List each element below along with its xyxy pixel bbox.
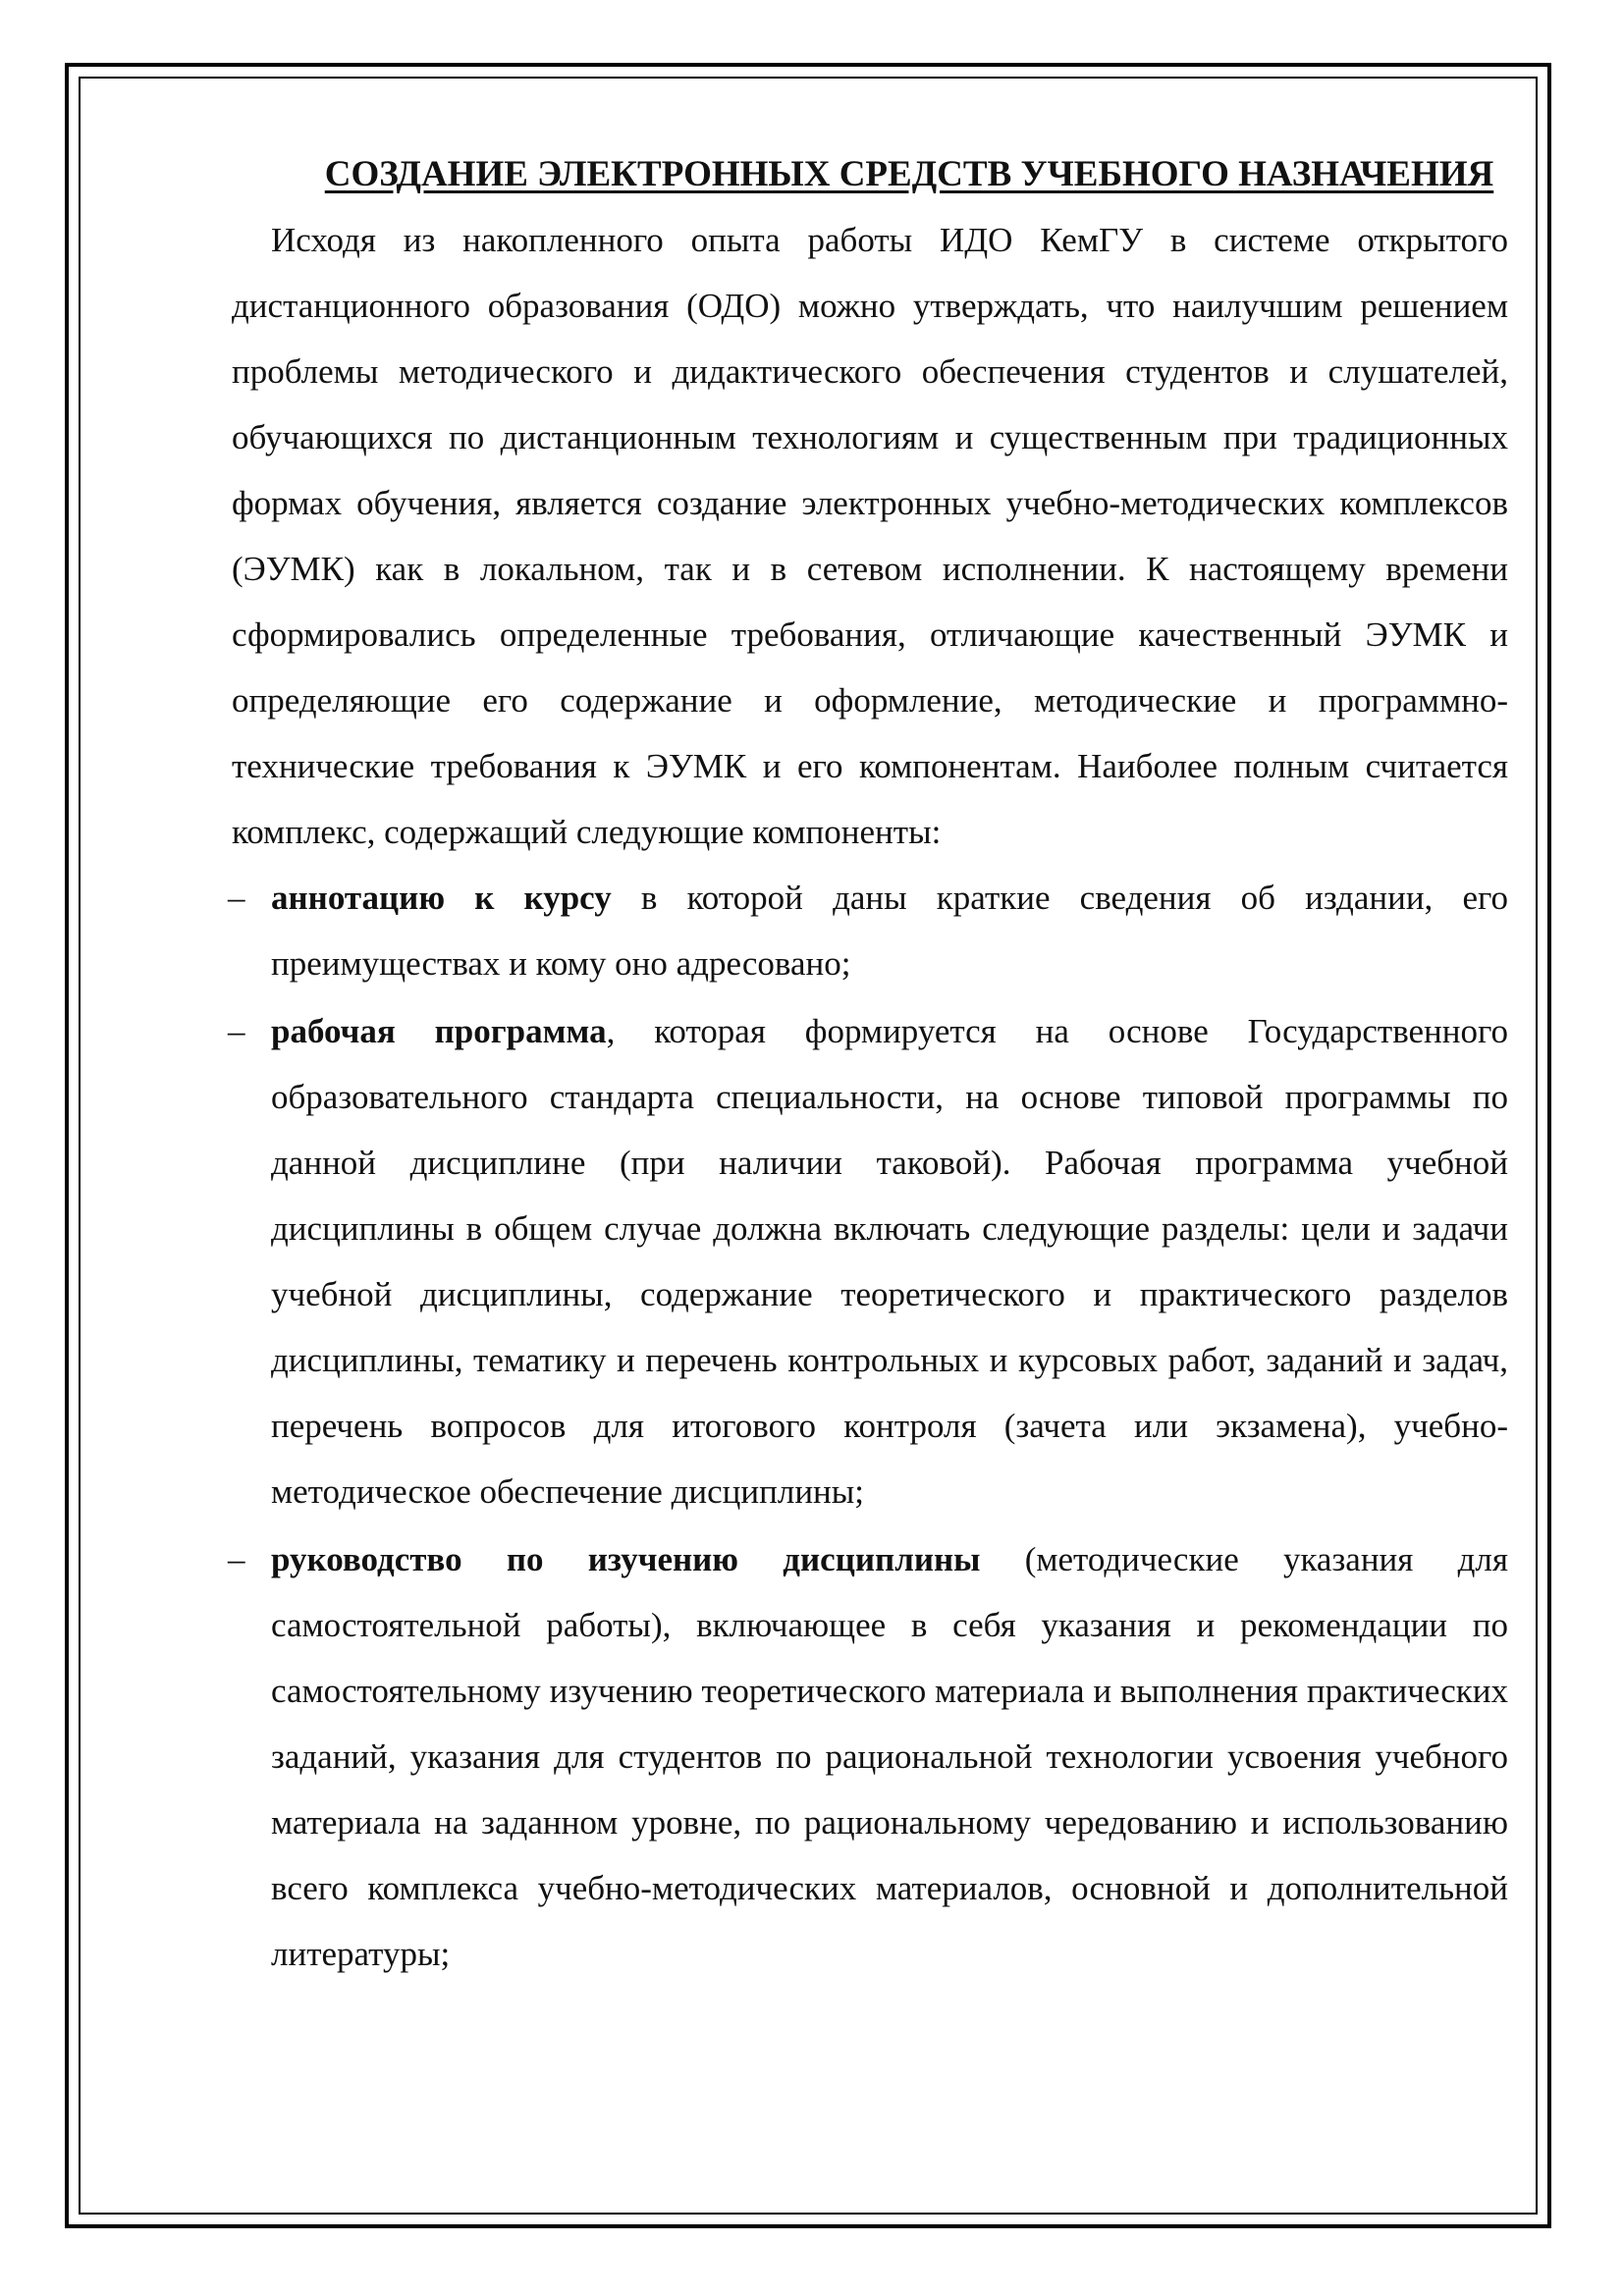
dash-bullet: – (228, 879, 245, 917)
item-term: рабочая программа (271, 1012, 607, 1050)
item-term: аннотацию к курсу (271, 879, 612, 917)
document-body (228, 141, 1508, 1989)
list-item (228, 865, 1508, 996)
components-list (228, 865, 1508, 1987)
list-item (228, 998, 1508, 1524)
item-text: , которая формируется на основе Государственного образовательного стандарта специальности, на основе типовой программы по данной дисциплине (при наличии таковой). Рабочая программа учебной дисциплины в общем случае должна включать следующие разделы: цели и задачи учебной дисциплины, содержание теоретического и практического разделов дисциплины, тематику и перечень контрольных и курсовых работ, заданий и задач, перечень вопросов для итогового контроля (зачета или экзамена), учебно-методическое обеспечение дисциплины; (271, 1012, 1508, 1511)
intro-paragraph: Исходя из накопленного опыта работы ИДО КемГУ в системе открытого дистанционного образования (ОДО) можно утверждать, что наилучшим решением проблемы методического и дидактического обеспечения студентов и слушателей, обучающихся по дистанционным технологиям и существенным при традиционных формах обучения, является создание электронных учебно-методических комплексов (ЭУМК) как в локальном, так и в сетевом исполнении. К настоящему времени сформировались определенные требования, отличающие качественный ЭУМК и определяющие его содержание и оформление, методические и программно-технические требования к ЭУМК и его компонентам. Наиболее полным считается комплекс, содержащий следующие компоненты: (232, 221, 1508, 851)
list-item (228, 1526, 1508, 1987)
item-term: руководство по изучению дисциплины (271, 1540, 981, 1578)
item-text: в которой даны краткие сведения об издании, его преимуществах и кому оно адресовано; (271, 879, 1508, 983)
dash-bullet: – (228, 1012, 245, 1050)
document-title: СОЗДАНИЕ ЭЛЕКТРОННЫХ СРЕДСТВ УЧЕБНОГО НАЗНАЧЕНИЯ (324, 154, 1494, 194)
item-text: (методические указания для самостоятельной работы), включающее в себя указания и рекомендации по самостоятельному изучению теоретического материала и выполнения практических заданий, указания для студентов по рациональной технологии усвоения учебного материала на заданном уровне, по рациональному чередованию и использованию всего комплекса учебно-методических материалов, основной и дополнительной литературы; (271, 1540, 1508, 1973)
dash-bullet: – (228, 1540, 245, 1578)
